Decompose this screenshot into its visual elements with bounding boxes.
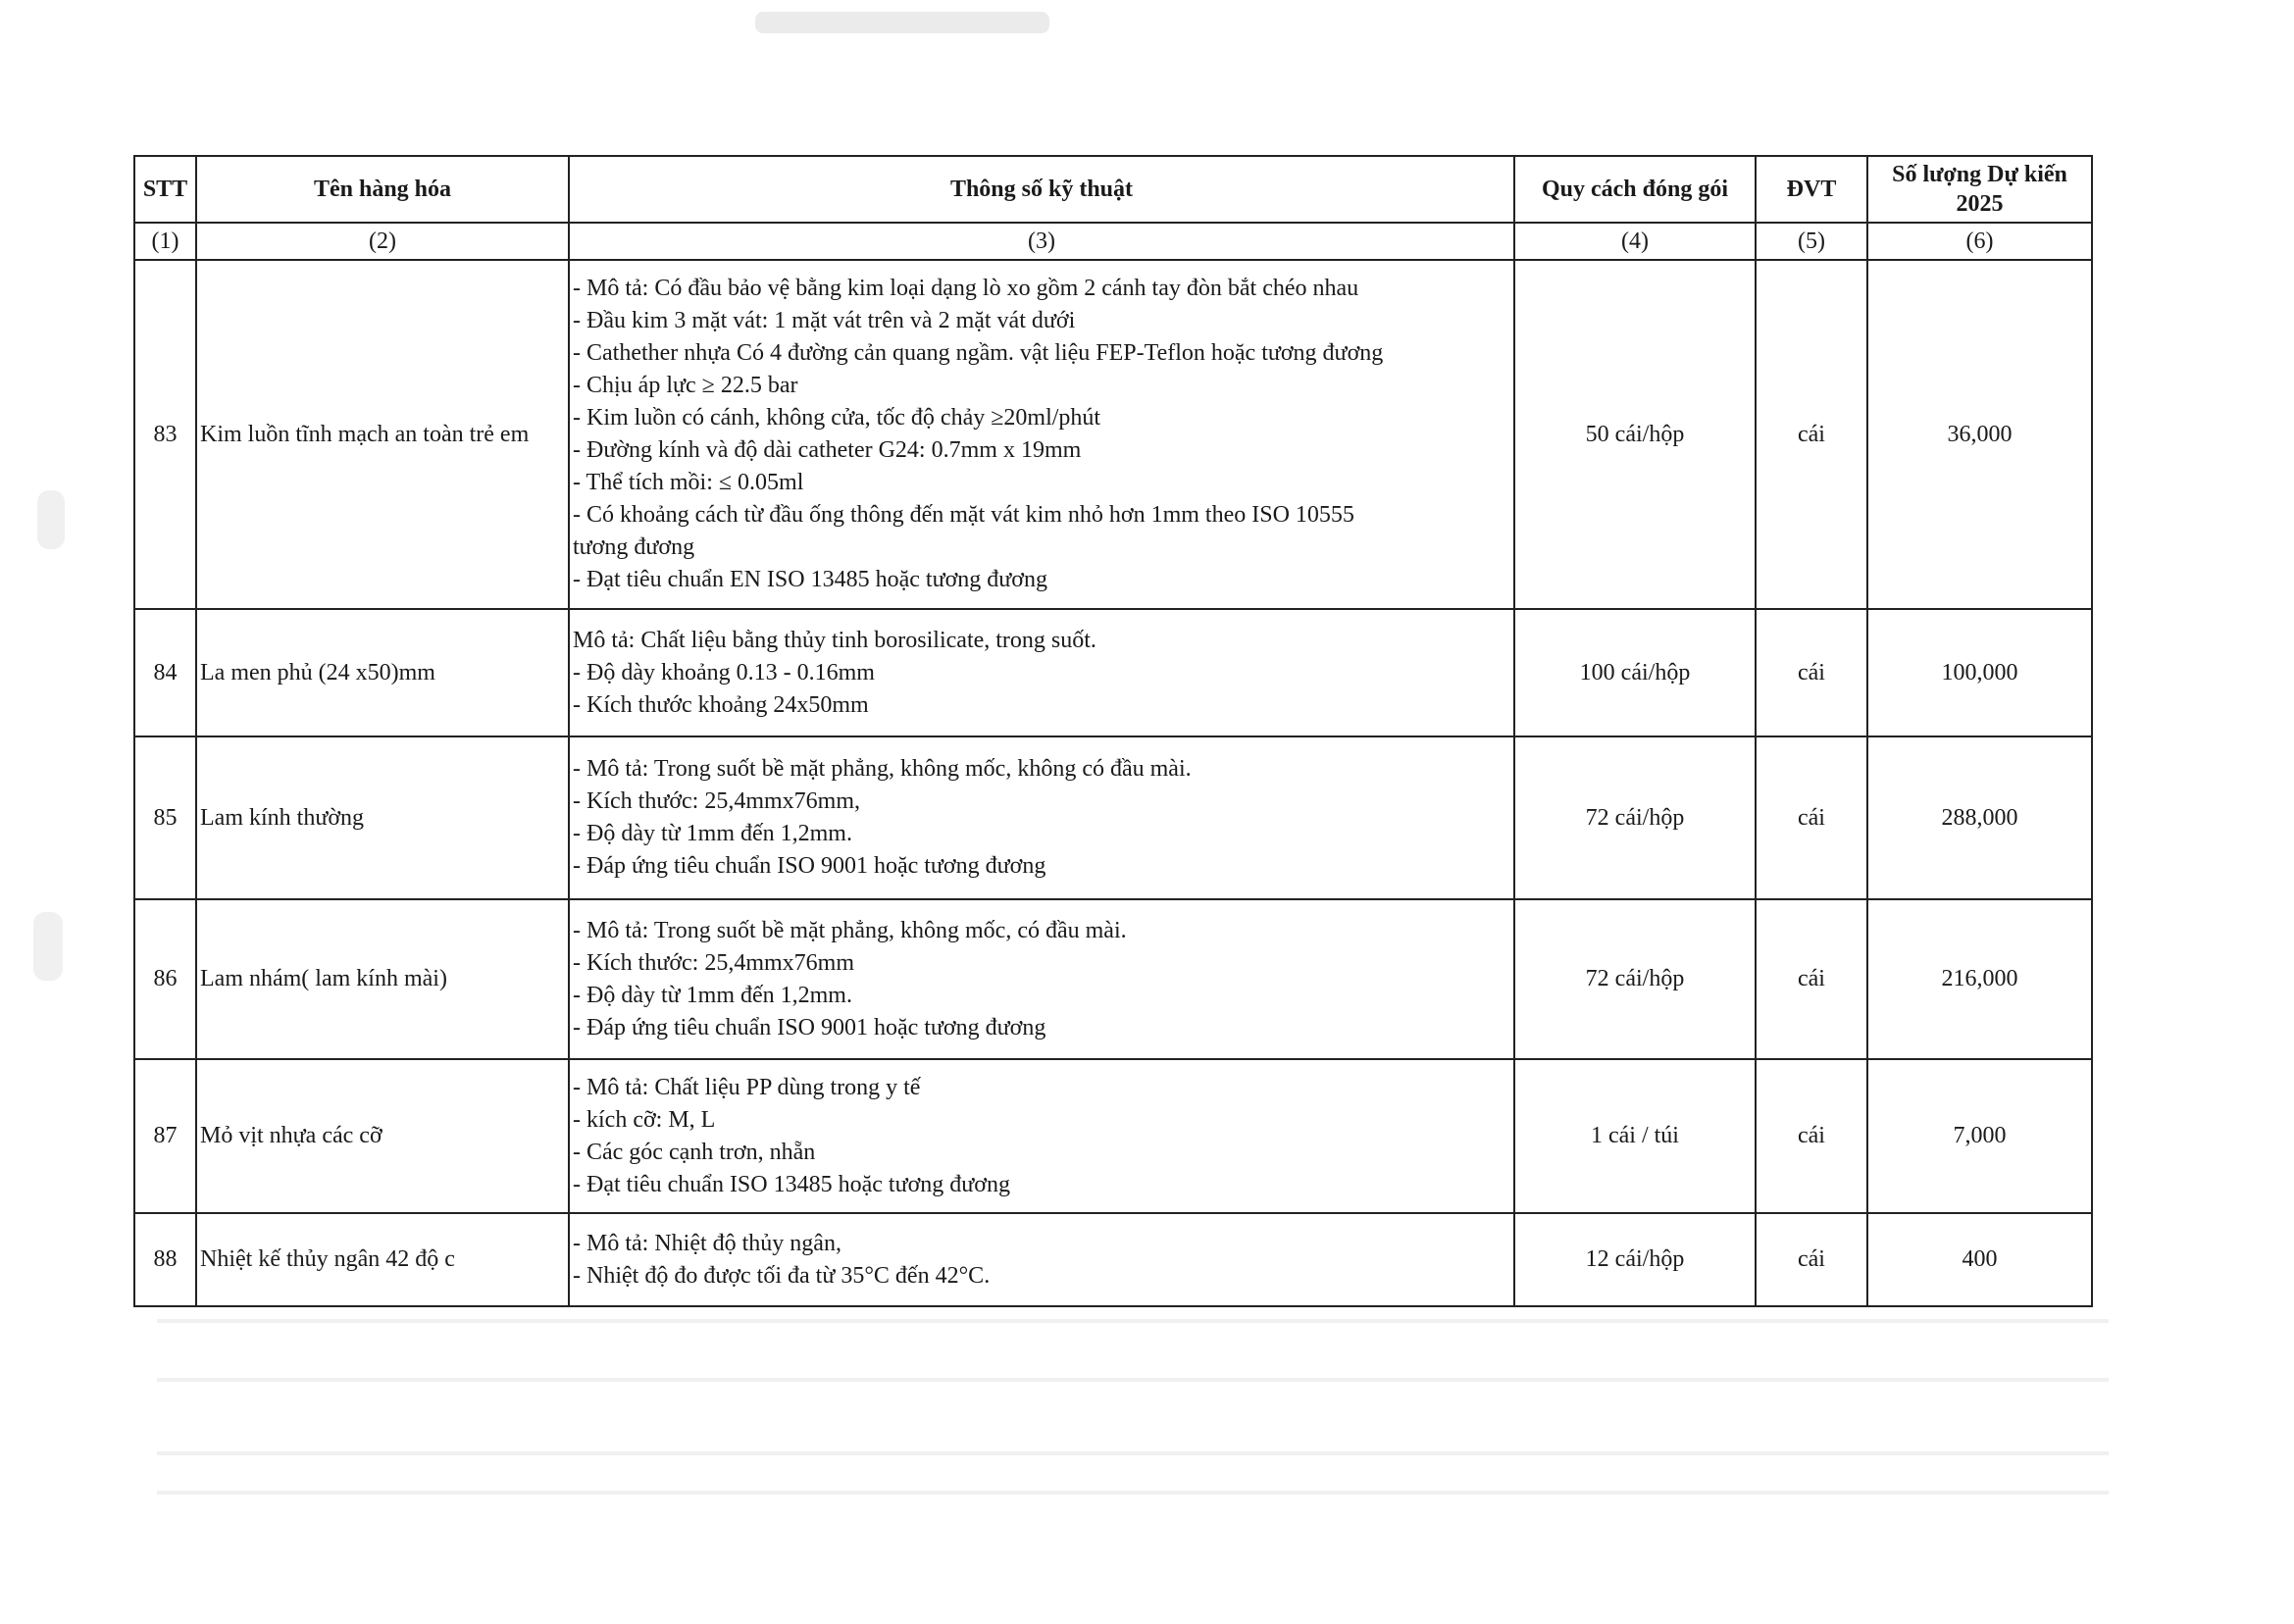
spec-line: - Mô tả: Có đầu bảo vệ bằng kim loại dạng lò xo gồm 2 cánh tay đòn bắt chéo nhau — [573, 276, 1359, 301]
row-pack: 1 cái / túi — [1514, 1059, 1756, 1213]
row-qty: 100,000 — [1867, 609, 2092, 736]
row-name: La men phủ (24 x50)mm — [196, 609, 569, 736]
spec-line: - Chịu áp lực ≥ 22.5 bar — [573, 373, 798, 398]
row-stt: 88 — [134, 1213, 196, 1306]
spec-line: - Mô tả: Chất liệu PP dùng trong y tế — [573, 1074, 921, 1100]
row-stt: 85 — [134, 736, 196, 899]
row-spec — [569, 736, 1514, 899]
row-spec — [569, 1059, 1514, 1213]
row-spec — [569, 609, 1514, 736]
header-qty-line2: 2025 — [1956, 191, 2004, 217]
spec-line: - Kích thước: 25,4mmx76mm — [573, 949, 855, 976]
table-row — [134, 1059, 2092, 1213]
row-qty: 400 — [1867, 1213, 2092, 1306]
row-pack: 12 cái/hộp — [1514, 1213, 1756, 1306]
column-number: (3) — [569, 223, 1514, 260]
spec-line: - Mô tả: Trong suốt bề mặt phẳng, không mốc, có đầu mài. — [573, 917, 1127, 943]
row-pack: 72 cái/hộp — [1514, 736, 1756, 899]
row-name: Mỏ vịt nhựa các cỡ — [196, 1059, 569, 1213]
spec-line: - Đạt tiêu chuẩn ISO 13485 hoặc tương đương — [573, 1171, 1010, 1197]
row-unit: cái — [1756, 609, 1867, 736]
header-spec: Thông số kỹ thuật — [569, 156, 1514, 223]
spec-line: - Đầu kim 3 mặt vát: 1 mặt vát trên và 2 mặt vát dưới — [573, 308, 1076, 333]
spec-line: - Đáp ứng tiêu chuẩn ISO 9001 hoặc tương đương — [573, 1014, 1046, 1040]
spec-line: - Đường kính và độ dài catheter G24: 0.7mm x 19mm — [573, 437, 1082, 463]
row-stt: 83 — [134, 260, 196, 609]
row-spec — [569, 260, 1514, 609]
column-number-row — [134, 223, 2092, 260]
table-row — [134, 736, 2092, 899]
table-row — [134, 899, 2092, 1059]
spec-line: - Mô tả: Trong suốt bề mặt phẳng, không mốc, không có đầu mài. — [573, 756, 1192, 782]
row-stt: 84 — [134, 609, 196, 736]
row-unit: cái — [1756, 1059, 1867, 1213]
specification-table — [133, 155, 2093, 1307]
header-qty-line1: Số lượng Dự kiến — [1892, 162, 2067, 187]
row-unit: cái — [1756, 1213, 1867, 1306]
spec-line: - Độ dày khoảng 0.13 - 0.16mm — [573, 659, 875, 685]
column-number: (6) — [1867, 223, 2092, 260]
row-spec — [569, 899, 1514, 1059]
row-spec — [569, 1213, 1514, 1306]
spec-line: Mô tả: Chất liệu bằng thủy tinh borosilicate, trong suốt. — [573, 627, 1096, 653]
spec-line: - Nhiệt độ đo được tối đa từ 35°C đến 42°C. — [573, 1262, 991, 1289]
row-stt: 87 — [134, 1059, 196, 1213]
row-qty: 288,000 — [1867, 736, 2092, 899]
column-number: (2) — [196, 223, 569, 260]
row-qty: 36,000 — [1867, 260, 2092, 609]
row-name: Kim luồn tĩnh mạch an toàn trẻ em — [196, 260, 569, 609]
row-unit: cái — [1756, 260, 1867, 609]
row-pack: 100 cái/hộp — [1514, 609, 1756, 736]
spec-line: - Kim luồn có cánh, không cửa, tốc độ chảy ≥20ml/phút — [573, 405, 1101, 431]
row-qty: 7,000 — [1867, 1059, 2092, 1213]
row-pack: 50 cái/hộp — [1514, 260, 1756, 609]
spec-line: - Mô tả: Nhiệt độ thủy ngân, — [573, 1230, 841, 1256]
row-unit: cái — [1756, 736, 1867, 899]
table-row — [134, 260, 2092, 609]
row-qty: 216,000 — [1867, 899, 2092, 1059]
spec-line: tương đương — [573, 534, 695, 560]
row-name: Nhiệt kế thủy ngân 42 độ c — [196, 1213, 569, 1306]
header-row — [134, 156, 2092, 223]
spec-line: - Các góc cạnh trơn, nhẵn — [573, 1139, 816, 1165]
spec-line: - Thể tích mồi: ≤ 0.05ml — [573, 470, 804, 495]
row-stt: 86 — [134, 899, 196, 1059]
header-pack: Quy cách đóng gói — [1514, 156, 1756, 223]
spec-line: - Có khoảng cách từ đầu ống thông đến mặt vát kim nhỏ hơn 1mm theo ISO 10555 — [573, 502, 1354, 528]
table-row — [134, 609, 2092, 736]
header-stt: STT — [134, 156, 196, 223]
row-pack: 72 cái/hộp — [1514, 899, 1756, 1059]
header-unit: ĐVT — [1756, 156, 1867, 223]
column-number: (1) — [134, 223, 196, 260]
spec-line: - Cathether nhựa Có 4 đường cản quang ngầm. vật liệu FEP-Teflon hoặc tương đương — [573, 340, 1384, 366]
header-name: Tên hàng hóa — [196, 156, 569, 223]
column-number: (5) — [1756, 223, 1867, 260]
spec-line: - Đạt tiêu chuẩn EN ISO 13485 hoặc tương đương — [573, 567, 1047, 592]
row-unit: cái — [1756, 899, 1867, 1059]
row-name: Lam kính thường — [196, 736, 569, 899]
spec-line: - Kích thước: 25,4mmx76mm, — [573, 788, 861, 814]
column-number: (4) — [1514, 223, 1756, 260]
spec-line: - Đáp ứng tiêu chuẩn ISO 9001 hoặc tương đương — [573, 853, 1046, 879]
header-qty — [1867, 156, 2092, 223]
spec-line: - kích cỡ: M, L — [573, 1106, 716, 1133]
spec-line: - Kích thước khoảng 24x50mm — [573, 691, 869, 718]
row-name: Lam nhám( lam kính mài) — [196, 899, 569, 1059]
table-row — [134, 1213, 2092, 1306]
spec-line: - Độ dày từ 1mm đến 1,2mm. — [573, 821, 852, 846]
spec-line: - Độ dày từ 1mm đến 1,2mm. — [573, 982, 852, 1008]
